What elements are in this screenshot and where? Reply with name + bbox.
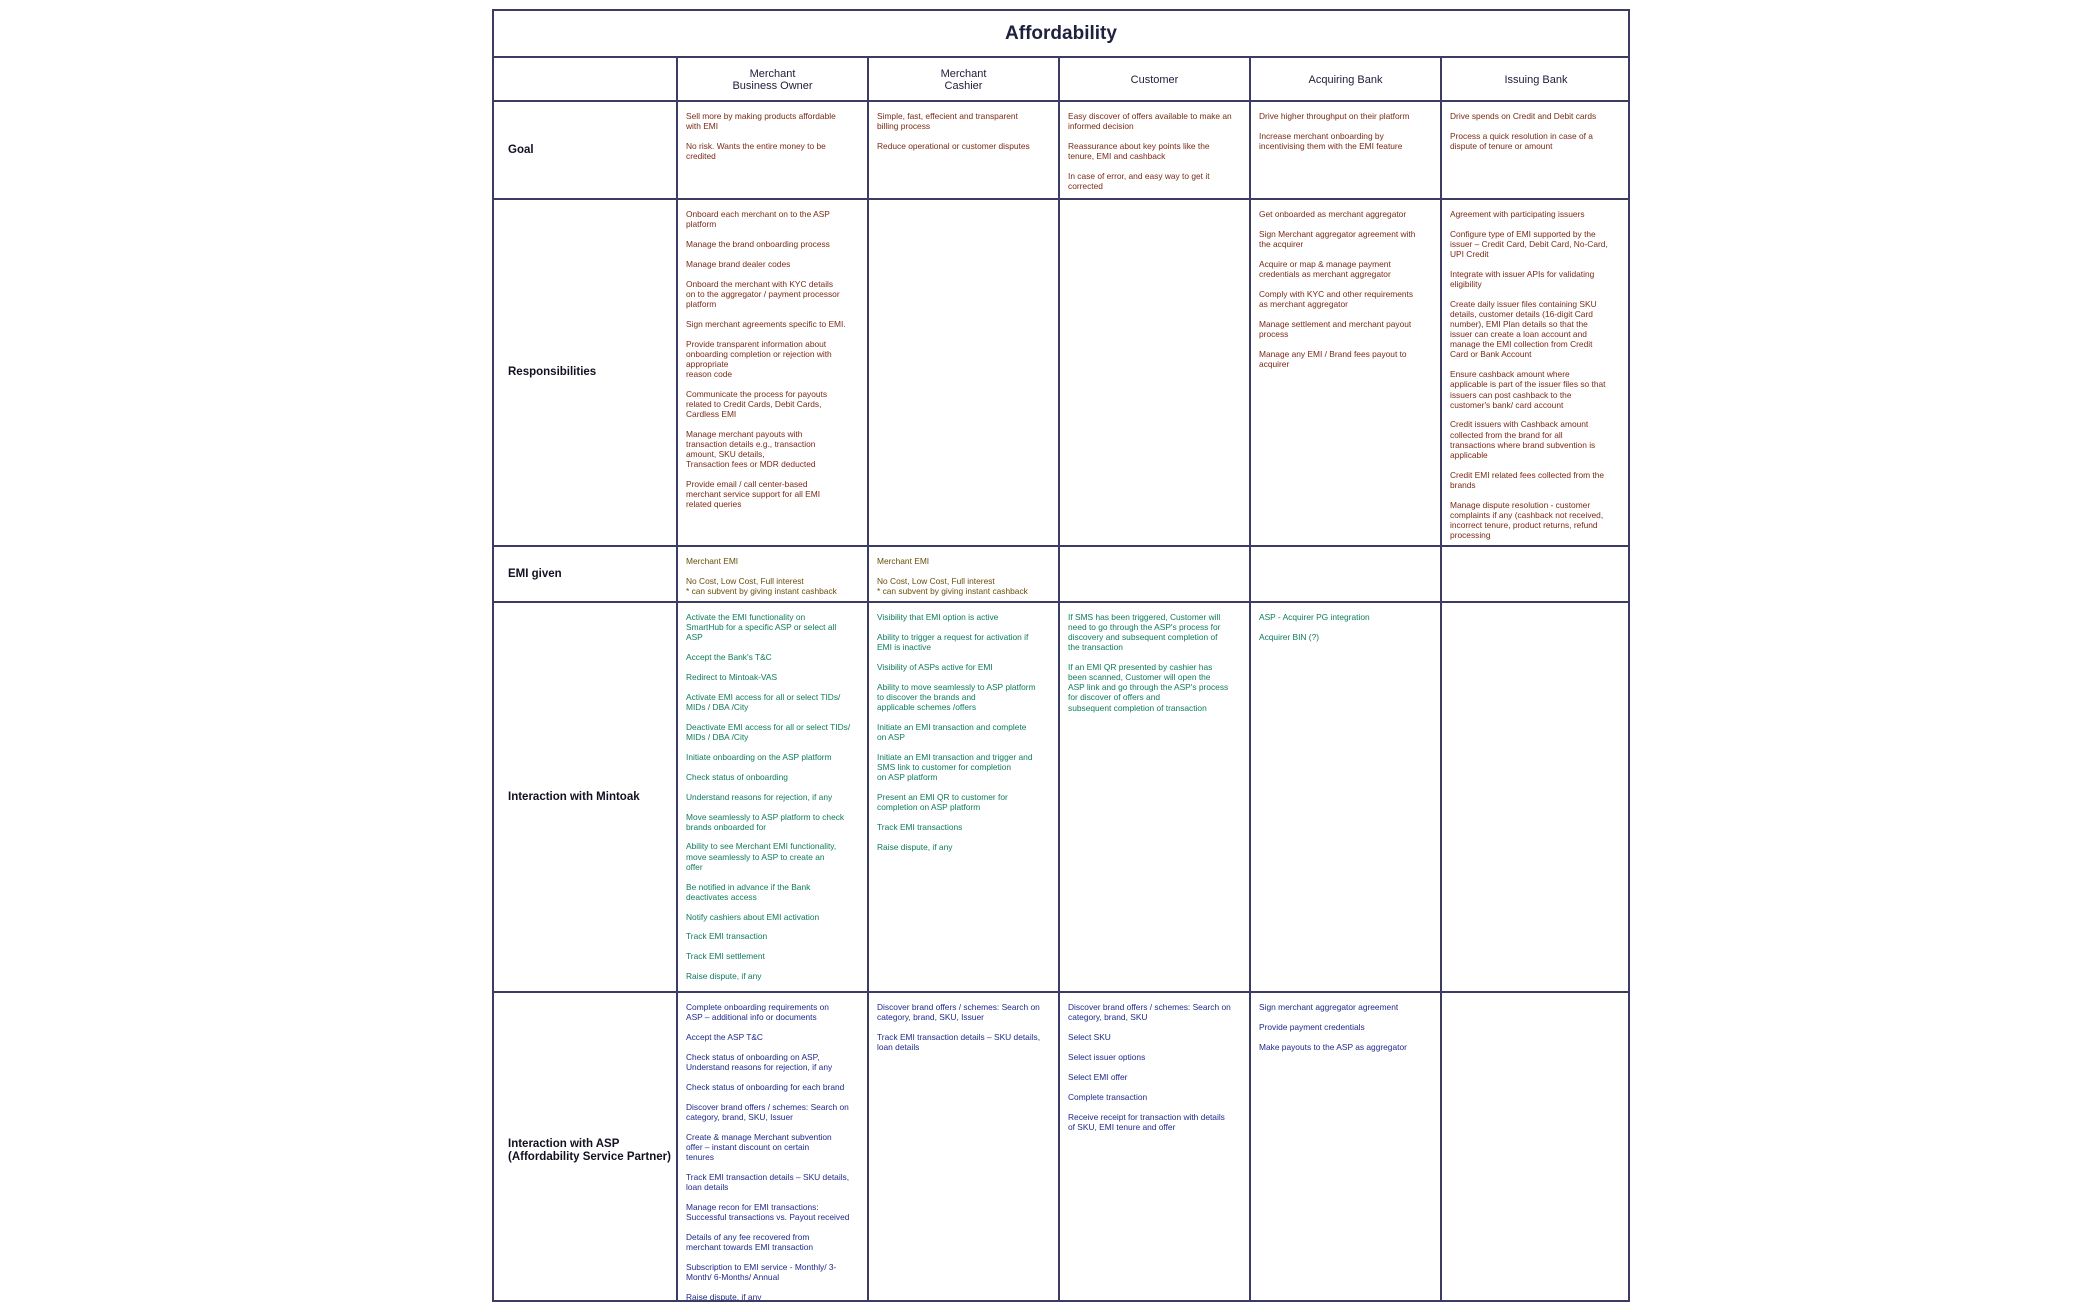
cell-mintoak-acquiring-bank (1259, 612, 1439, 652)
cell-item: Manage dispute resolution - customer complaints if any (cashback not received, incorrect tenure, product returns, refund processing (1450, 499, 1604, 540)
column-header-acquiring-bank: Acquiring Bank (1308, 73, 1383, 86)
cell-item-list (877, 612, 1057, 852)
cell-item: Accept the Bank's T&C (686, 652, 772, 663)
cell-item: Track EMI settlement (686, 951, 765, 962)
row-header-responsibilities: Responsibilities (508, 366, 597, 378)
cell-mintoak-customer (1068, 612, 1248, 722)
cell-item: Provide payment credentials (1259, 1021, 1365, 1032)
cell-item: Integrate with issuer APIs for validating eligibility (1450, 268, 1595, 290)
cell-item: Details of any fee recovered from merchant towards EMI transaction (686, 1231, 814, 1252)
column-divider (867, 56, 869, 1300)
cell-item: Manage any EMI / Brand fees payout to acquirer (1259, 348, 1407, 369)
cell-item: Make payouts to the ASP as aggregator (1259, 1041, 1407, 1052)
cell-item: Acquire or map & manage payment credentials as merchant aggregator (1259, 258, 1391, 279)
cell-asp-acquiring-bank (1259, 1002, 1439, 1062)
cell-item-list (1068, 612, 1248, 713)
cell-item-list (1068, 111, 1248, 191)
column-header-merchant-cashier: Merchant Cashier (940, 67, 987, 92)
cell-item: Manage brand dealer codes (686, 258, 791, 269)
cell-item: Activate the EMI functionality on SmartHub for a specific ASP or select all ASP (686, 612, 837, 643)
cell-item-list (1450, 209, 1630, 540)
cell-mintoak-merchant-cashier (877, 612, 1057, 862)
cell-goal-issuing-bank (1450, 111, 1630, 161)
cell-item: Complete onboarding requirements on ASP – additional info or documents (686, 1002, 829, 1023)
cell-item: Manage recon for EMI transactions: Successful transactions vs. Payout received (686, 1201, 850, 1222)
cell-item: Raise dispute, if any (686, 971, 762, 982)
cell-item: Raise dispute, if any (686, 1291, 762, 1302)
affordability-table (492, 9, 1630, 1302)
cell-item: Drive spends on Credit and Debit cards (1450, 111, 1597, 121)
cell-item: Present an EMI QR to customer for completion on ASP platform (877, 791, 1008, 812)
row-header-interaction-asp: Interaction with ASP (Affordability Service Partner) (508, 1137, 671, 1163)
cell-item: If SMS has been triggered, Customer will need to go through the ASP's process for discovery and subsequent completion of the transaction (1068, 612, 1221, 653)
cell-item: Initiate an EMI transaction and complete on ASP (877, 721, 1027, 742)
cell-item: Complete transaction (1068, 1091, 1148, 1102)
cell-item: Manage merchant payouts with transaction details e.g., transaction amount, SKU details, Transaction fees or MDR deducted (686, 428, 816, 470)
cell-item: Merchant EMI (686, 556, 739, 566)
cell-item: No Cost, Low Cost, Full interest * can subvent by giving instant cashback (686, 575, 837, 596)
cell-asp-merchant-cashier (877, 1002, 1057, 1062)
cell-item-list (1068, 1002, 1248, 1132)
column-header-customer: Customer (1130, 73, 1179, 86)
cell-item: Deactivate EMI access for all or select TIDs/ MIDs / DBA /City (686, 721, 851, 742)
cell-item: Visibility of ASPs active for EMI (877, 661, 993, 672)
cell-item-list (877, 111, 1057, 151)
cell-goal-acquiring-bank (1259, 111, 1439, 161)
cell-item-list (686, 209, 866, 509)
cell-item: Get onboarded as merchant aggregator (1259, 209, 1407, 219)
cell-item: Understand reasons for rejection, if any (686, 791, 833, 802)
cell-item-list (1259, 612, 1439, 642)
cell-item: Redirect to Mintoak-VAS (686, 671, 778, 682)
cell-item: In case of error, and easy way to get it corrected (1068, 170, 1210, 192)
cell-item: Provide transparent information about onboarding completion or rejection with appropriate reason code (686, 338, 832, 380)
cell-item: Increase merchant onboarding by incentivising them with the EMI feature (1259, 130, 1403, 151)
cell-responsibilities-merchant-business-owner (686, 209, 866, 519)
cell-item-list (1259, 1002, 1439, 1052)
cell-item: Easy discover of offers available to make an informed decision (1068, 111, 1232, 132)
column-divider (1440, 56, 1442, 1300)
cell-item: Drive higher throughput on their platform (1259, 111, 1410, 121)
cell-goal-merchant-cashier (877, 111, 1057, 161)
cell-item: If an EMI QR presented by cashier has been scanned, Customer will open the ASP link and go through the ASP's process for discover of offers and subsequent completion of transaction (1068, 662, 1229, 713)
cell-item: Raise dispute, if any (877, 841, 953, 852)
cell-item: Check status of onboarding on ASP, Understand reasons for rejection, if any (686, 1051, 833, 1072)
cell-item: Track EMI transaction (686, 931, 768, 942)
cell-item-list (686, 556, 866, 596)
row-header-goal: Goal (508, 143, 534, 156)
cell-item: Select EMI offer (1068, 1071, 1128, 1082)
cell-item: Sign Merchant aggregator agreement with the acquirer (1259, 228, 1416, 249)
cell-item: Track EMI transactions (877, 821, 963, 832)
cell-item: Select issuer options (1068, 1051, 1146, 1062)
cell-item: Agreement with participating issuers (1450, 209, 1585, 219)
column-header-issuing-bank: Issuing Bank (1504, 73, 1568, 86)
row-header-interaction-mintoak: Interaction with Mintoak (508, 790, 640, 803)
cell-item-list (877, 1002, 1057, 1052)
cell-emi-given-merchant-cashier (877, 556, 1057, 606)
cell-item-list (1259, 111, 1439, 151)
cell-item: Acquirer BIN (?) (1259, 631, 1320, 642)
cell-item: Track EMI transaction details – SKU details, loan details (686, 1171, 850, 1192)
cell-item: Discover brand offers / schemes: Search on category, brand, SKU, Issuer (877, 1002, 1040, 1023)
cell-item: Onboard each merchant on to the ASP platform (686, 209, 830, 230)
cell-asp-customer (1068, 1002, 1248, 1142)
cell-item: Initiate onboarding on the ASP platform (686, 751, 832, 762)
cell-item-list (1450, 111, 1630, 151)
cell-item: Manage the brand onboarding process (686, 238, 830, 249)
table-title: Affordability (494, 11, 1628, 58)
cell-item: Check status of onboarding for each brand (686, 1081, 845, 1092)
cell-item: Reduce operational or customer disputes (877, 140, 1030, 151)
cell-item: Sign merchant aggregator agreement (1259, 1002, 1399, 1012)
cell-item: Move seamlessly to ASP platform to check brands onboarded for (686, 811, 845, 832)
cell-asp-merchant-business-owner (686, 1002, 866, 1312)
cell-item: Ability to see Merchant EMI functionality, move seamlessly to ASP to create an offer (686, 841, 837, 872)
row-header-emi-given: EMI given (508, 567, 562, 580)
cell-item: Process a quick resolution in case of a dispute of tenure or amount (1450, 130, 1593, 151)
cell-responsibilities-issuing-bank (1450, 209, 1630, 550)
cell-item: Ability to trigger a request for activation if EMI is inactive (877, 631, 1029, 652)
column-header-merchant-business-owner: Merchant Business Owner (732, 67, 813, 92)
cell-item: No Cost, Low Cost, Full interest * can subvent by giving instant cashback (877, 575, 1028, 596)
cell-item: Onboard the merchant with KYC details on to the aggregator / payment processor platform (686, 278, 840, 309)
cell-item: Discover brand offers / schemes: Search on category, brand, SKU, Issuer (686, 1101, 849, 1122)
cell-item: Provide email / call center-based merchant service support for all EMI related queries (686, 479, 821, 510)
cell-mintoak-merchant-business-owner (686, 612, 866, 991)
cell-item: Track EMI transaction details – SKU details, loan details (877, 1031, 1041, 1053)
cell-goal-customer (1068, 111, 1248, 201)
cell-item-list (877, 556, 1057, 596)
cell-item-list (1259, 209, 1439, 369)
cell-item: Create daily issuer files containing SKU details, customer details (16-digit Card number), EMI Plan details so that the issuer can create a loan account and manage the EMI collection from Credit Card or Bank Account (1450, 298, 1597, 360)
cell-item: Ability to move seamlessly to ASP platform to discover the brands and applicable schemes /offers (877, 681, 1036, 712)
cell-item: Communicate the process for payouts related to Credit Cards, Debit Cards, Cardless EMI (686, 388, 828, 420)
cell-item: Discover brand offers / schemes: Search on category, brand, SKU (1068, 1002, 1231, 1023)
cell-item: Notify cashiers about EMI activation (686, 911, 820, 922)
cell-item: Ensure cashback amount where applicable is part of the issuer files so that issuers can post cashback to the customer's bank/ card account (1450, 369, 1606, 410)
cell-item: Sell more by making products affordable with EMI (686, 111, 836, 132)
cell-item: Merchant EMI (877, 556, 930, 566)
cell-item: Sign merchant agreements specific to EMI. (686, 318, 846, 329)
cell-item: Visibility that EMI option is active (877, 612, 999, 622)
cell-item: Activate EMI access for all or select TIDs/ MIDs / DBA /City (686, 691, 841, 712)
column-divider (1058, 56, 1060, 1300)
cell-item: Reassurance about key points like the tenure, EMI and cashback (1068, 140, 1210, 162)
cell-item-list (686, 111, 866, 161)
cell-item: Comply with KYC and other requirements as merchant aggregator (1259, 288, 1414, 309)
cell-item: ASP - Acquirer PG integration (1259, 612, 1370, 622)
cell-item: Be notified in advance if the Bank deactivates access (686, 881, 811, 902)
cell-item: Credit issuers with Cashback amount collected from the brand for all transactions where brand subvention is applicable (1450, 419, 1596, 460)
cell-item: Check status of onboarding (686, 771, 788, 782)
cell-item: Simple, fast, effecient and transparent billing process (877, 111, 1018, 132)
cell-item: Initiate an EMI transaction and trigger and SMS link to customer for completion on ASP platform (877, 751, 1033, 783)
cell-responsibilities-acquiring-bank (1259, 209, 1439, 379)
cell-item: No risk. Wants the entire money to be credited (686, 140, 826, 162)
cell-item: Select SKU (1068, 1031, 1111, 1042)
cell-item: Receive receipt for transaction with details of SKU, EMI tenure and offer (1068, 1111, 1225, 1132)
cell-item-list (686, 612, 866, 981)
cell-goal-merchant-business-owner (686, 111, 866, 171)
cell-item-list (686, 1002, 866, 1302)
cell-item: Create & manage Merchant subvention offer – instant discount on certain tenures (686, 1131, 832, 1162)
cell-item: Configure type of EMI supported by the issuer – Credit Card, Debit Card, No-Card, UPI Credit (1450, 228, 1608, 260)
cell-item: Subscription to EMI service - Monthly/ 3- Month/ 6-Months/ Annual (686, 1261, 837, 1282)
column-divider (1249, 56, 1251, 1300)
cell-item: Manage settlement and merchant payout process (1259, 318, 1412, 339)
cell-item: Credit EMI related fees collected from the brands (1450, 469, 1605, 490)
cell-emi-given-merchant-business-owner (686, 556, 866, 606)
cell-item: Accept the ASP T&C (686, 1031, 763, 1042)
